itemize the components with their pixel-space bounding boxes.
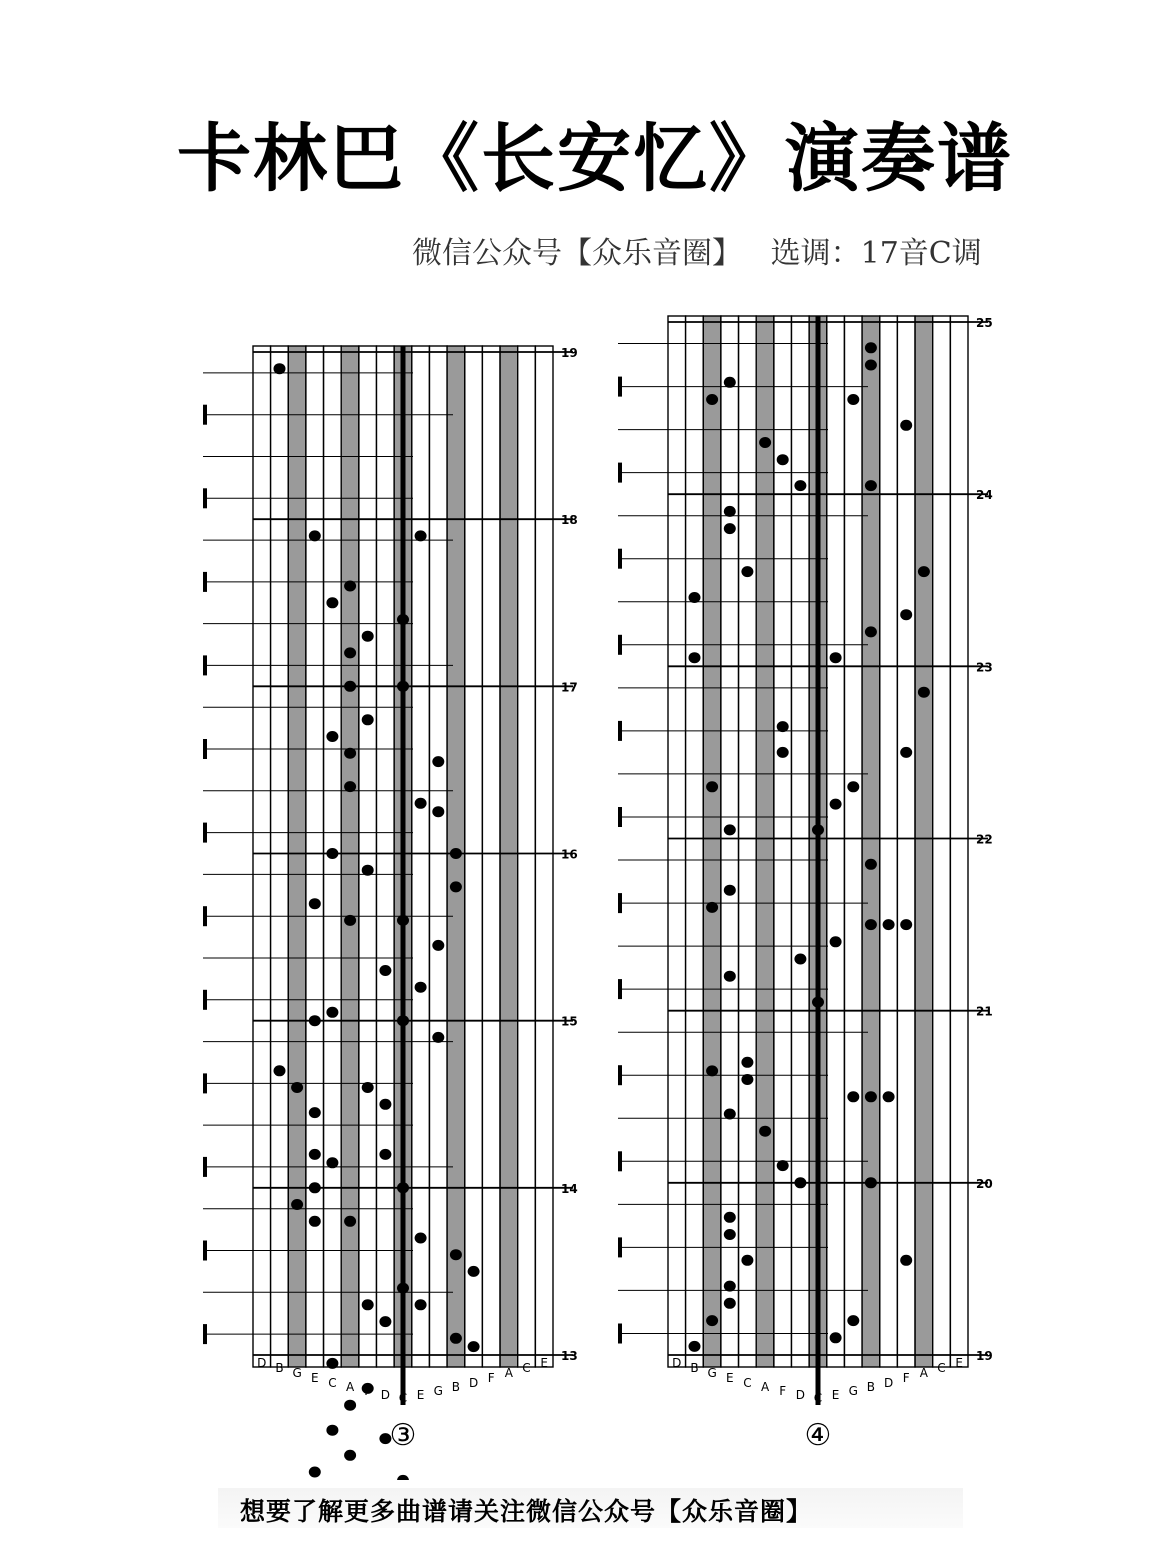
beat-marker — [203, 823, 207, 843]
tine — [482, 346, 500, 1367]
note-dot — [326, 597, 338, 608]
note-dot — [689, 1341, 701, 1352]
note-dot — [689, 592, 701, 603]
note-dot — [865, 919, 877, 930]
note-dot — [759, 1126, 771, 1137]
note-dot — [900, 1255, 912, 1266]
tine — [845, 316, 863, 1367]
tine — [827, 316, 845, 1367]
note-dot — [706, 1315, 718, 1326]
beat-marker — [618, 807, 622, 827]
note-dot — [397, 1015, 409, 1026]
note-dot — [309, 1015, 321, 1026]
dark-tine — [703, 316, 721, 1367]
key-label: E — [726, 1371, 734, 1385]
note-dot — [812, 824, 824, 835]
key-label: C — [937, 1361, 946, 1375]
note-dot — [865, 1177, 877, 1188]
note-dot — [724, 377, 736, 388]
key-label: D — [795, 1388, 806, 1402]
tine — [950, 316, 968, 1367]
note-dot — [326, 1157, 338, 1168]
note-dot — [865, 626, 877, 637]
key-label: D — [672, 1356, 682, 1370]
note-dot — [432, 1032, 444, 1043]
beat-marker — [618, 721, 622, 741]
key-label: D — [883, 1376, 894, 1390]
key-label: F — [902, 1371, 910, 1385]
measure-number: 22 — [976, 832, 993, 847]
note-dot — [883, 1091, 895, 1102]
beat-marker — [203, 990, 207, 1010]
note-dot — [830, 936, 842, 947]
key-label: C — [813, 1391, 823, 1405]
note-dot — [468, 1266, 480, 1277]
key-label: C — [522, 1361, 531, 1375]
note-dot — [309, 1107, 321, 1118]
note-dot — [794, 1177, 806, 1188]
note-dot — [847, 1091, 859, 1102]
note-dot — [344, 781, 356, 792]
note-dot — [724, 506, 736, 517]
measure-number: 23 — [976, 660, 993, 675]
measure-number: 18 — [561, 513, 578, 528]
beat-marker — [203, 739, 207, 759]
key-label: A — [760, 1380, 770, 1394]
measure-number: 14 — [561, 1181, 578, 1196]
note-dot — [274, 363, 286, 374]
note-dot — [291, 1082, 303, 1093]
tine — [412, 346, 430, 1367]
note-dot — [344, 647, 356, 658]
key-label: C — [743, 1376, 752, 1390]
beat-marker — [203, 1324, 207, 1344]
note-dot — [724, 1229, 736, 1240]
note-dot — [724, 1212, 736, 1223]
beat-marker — [618, 549, 622, 569]
page-title: 卡林巴《长安忆》演奏谱 — [177, 116, 1013, 202]
measure-number: 13 — [561, 1349, 578, 1363]
note-dot — [741, 1255, 753, 1266]
note-dot — [900, 609, 912, 620]
measure-number: 24 — [976, 488, 993, 503]
measure-number: 21 — [976, 1004, 993, 1019]
note-dot — [900, 919, 912, 930]
note-dot — [432, 756, 444, 767]
note-dot — [344, 748, 356, 759]
key-label: D — [257, 1356, 267, 1370]
beat-marker — [203, 906, 207, 926]
note-dot — [777, 454, 789, 465]
tine — [880, 316, 898, 1367]
note-dot — [432, 940, 444, 951]
beat-marker — [203, 488, 207, 508]
note-dot — [326, 1007, 338, 1018]
note-dot — [468, 1341, 480, 1352]
measure-number: 20 — [976, 1176, 993, 1191]
dark-tine — [915, 316, 933, 1367]
note-dot — [724, 824, 736, 835]
note-dot — [847, 1315, 859, 1326]
note-dot — [309, 1216, 321, 1227]
note-dot — [309, 1149, 321, 1160]
tine — [465, 346, 483, 1367]
tine — [774, 316, 792, 1367]
tine — [430, 346, 448, 1367]
key-label: D — [468, 1376, 479, 1390]
note-dot — [865, 342, 877, 353]
note-dot — [777, 721, 789, 732]
note-dot — [379, 1316, 391, 1327]
beat-marker — [618, 1065, 622, 1085]
note-dot — [689, 652, 701, 663]
note-dot — [741, 566, 753, 577]
note-dot — [397, 915, 409, 926]
note-dot — [918, 566, 930, 577]
dark-tine — [341, 346, 359, 1367]
note-dot — [344, 581, 356, 592]
beat-marker — [203, 405, 207, 425]
key-label: A — [345, 1380, 355, 1394]
note-dot — [706, 1065, 718, 1076]
key-label: E — [955, 1356, 963, 1370]
note-dot — [777, 1160, 789, 1171]
tine — [686, 316, 704, 1367]
measure-number: 15 — [561, 1014, 578, 1029]
note-dot — [291, 1199, 303, 1210]
note-dot — [344, 1450, 356, 1461]
note-dot — [379, 1149, 391, 1160]
key-label: G — [848, 1384, 858, 1398]
note-dot — [724, 971, 736, 982]
note-dot — [326, 731, 338, 742]
note-dot — [900, 420, 912, 431]
note-dot — [724, 1281, 736, 1292]
key-label: E — [540, 1356, 548, 1370]
key-label: F — [364, 1384, 372, 1398]
note-dot — [741, 1057, 753, 1068]
key-label: B — [275, 1361, 284, 1375]
measure-number: 19 — [976, 1349, 993, 1363]
tine — [721, 316, 739, 1367]
note-dot — [344, 915, 356, 926]
dark-tine — [288, 346, 306, 1367]
note-dot — [432, 806, 444, 817]
note-dot — [847, 781, 859, 792]
note-dot — [450, 881, 462, 892]
note-dot — [397, 1182, 409, 1193]
key-label: B — [451, 1380, 461, 1394]
key-label: F — [779, 1384, 787, 1398]
note-dot — [724, 1298, 736, 1309]
key-label: G — [292, 1366, 302, 1380]
beat-marker — [203, 572, 207, 592]
note-dot — [415, 798, 427, 809]
beat-marker — [618, 1324, 622, 1344]
key-label: B — [866, 1380, 876, 1394]
tine — [377, 346, 395, 1367]
note-dot — [865, 480, 877, 491]
tab-sheet — [203, 346, 578, 1480]
note-dot — [918, 687, 930, 698]
dark-tine — [862, 316, 880, 1367]
beat-marker — [203, 1157, 207, 1177]
note-dot — [397, 1283, 409, 1294]
note-dot — [830, 652, 842, 663]
key-label: G — [433, 1384, 443, 1398]
note-dot — [759, 437, 771, 448]
tine — [271, 346, 289, 1367]
beat-marker — [203, 655, 207, 675]
tine — [518, 346, 536, 1367]
note-dot — [794, 954, 806, 965]
tine — [933, 316, 951, 1367]
note-dot — [309, 530, 321, 541]
beat-marker — [618, 1151, 622, 1171]
note-dot — [706, 902, 718, 913]
note-dot — [309, 898, 321, 909]
key-label: E — [311, 1371, 319, 1385]
beat-marker — [618, 377, 622, 397]
note-dot — [362, 1082, 374, 1093]
key-label: C — [398, 1391, 408, 1405]
dark-tine — [756, 316, 774, 1367]
note-dot — [724, 523, 736, 534]
tine — [253, 346, 271, 1367]
note-dot — [326, 1358, 338, 1369]
note-dot — [415, 1233, 427, 1244]
note-dot — [794, 480, 806, 491]
note-dot — [830, 799, 842, 810]
beat-marker — [618, 979, 622, 999]
beat-marker — [618, 635, 622, 655]
note-dot — [326, 1425, 338, 1436]
tine — [535, 346, 553, 1367]
key-label: G — [707, 1366, 717, 1380]
note-dot — [344, 1216, 356, 1227]
note-dot — [900, 747, 912, 758]
key-label: A — [504, 1366, 514, 1380]
beat-marker — [203, 1241, 207, 1261]
note-dot — [830, 1332, 842, 1343]
note-dot — [397, 1475, 409, 1480]
note-dot — [379, 965, 391, 976]
note-dot — [865, 859, 877, 870]
note-dot — [883, 919, 895, 930]
note-dot — [397, 614, 409, 625]
note-dot — [309, 1182, 321, 1193]
note-dot — [344, 1400, 356, 1411]
note-dot — [415, 1299, 427, 1310]
beat-marker — [203, 1073, 207, 1093]
sheet-number: ④ — [804, 1418, 832, 1453]
measure-number: 16 — [561, 847, 578, 862]
note-dot — [362, 865, 374, 876]
measure-number: 17 — [561, 680, 578, 695]
tine — [359, 346, 377, 1367]
note-dot — [362, 714, 374, 725]
note-dot — [309, 1467, 321, 1478]
note-dot — [362, 631, 374, 642]
dark-tine — [500, 346, 518, 1367]
note-dot — [344, 681, 356, 692]
key-label: B — [690, 1361, 699, 1375]
beat-marker — [618, 1237, 622, 1257]
note-dot — [450, 848, 462, 859]
footer-text: 想要了解更多曲谱请关注微信公众号【众乐音圈】 — [240, 1497, 813, 1526]
note-dot — [362, 1299, 374, 1310]
note-dot — [865, 1091, 877, 1102]
note-dot — [865, 360, 877, 371]
note-dot — [724, 885, 736, 896]
note-dot — [706, 394, 718, 405]
note-dot — [415, 982, 427, 993]
note-dot — [450, 1249, 462, 1260]
tine — [792, 316, 810, 1367]
tine — [668, 316, 686, 1367]
note-dot — [326, 848, 338, 859]
note-dot — [777, 747, 789, 758]
note-dot — [741, 1074, 753, 1085]
sheet-number: ③ — [389, 1418, 417, 1453]
note-dot — [415, 530, 427, 541]
tine — [897, 316, 915, 1367]
note-dot — [274, 1065, 286, 1076]
key-label: C — [328, 1376, 337, 1390]
tab-sheet — [618, 316, 993, 1453]
measure-number: 19 — [561, 346, 578, 360]
note-dot — [397, 681, 409, 692]
measure-number: 25 — [976, 316, 993, 330]
key-label: E — [831, 1388, 840, 1402]
key-label: E — [416, 1388, 425, 1402]
note-dot — [706, 781, 718, 792]
key-label: F — [487, 1371, 495, 1385]
beat-marker — [618, 893, 622, 913]
key-label: A — [919, 1366, 929, 1380]
key-label: D — [380, 1388, 391, 1402]
note-dot — [450, 1333, 462, 1344]
note-dot — [847, 394, 859, 405]
tine — [739, 316, 757, 1367]
beat-marker — [618, 463, 622, 483]
subtitle: 微信公众号【众乐音圈】 选调：17音C调 — [412, 236, 982, 271]
note-dot — [379, 1099, 391, 1110]
tine — [306, 346, 324, 1367]
note-dot — [724, 1109, 736, 1120]
note-dot — [812, 997, 824, 1008]
